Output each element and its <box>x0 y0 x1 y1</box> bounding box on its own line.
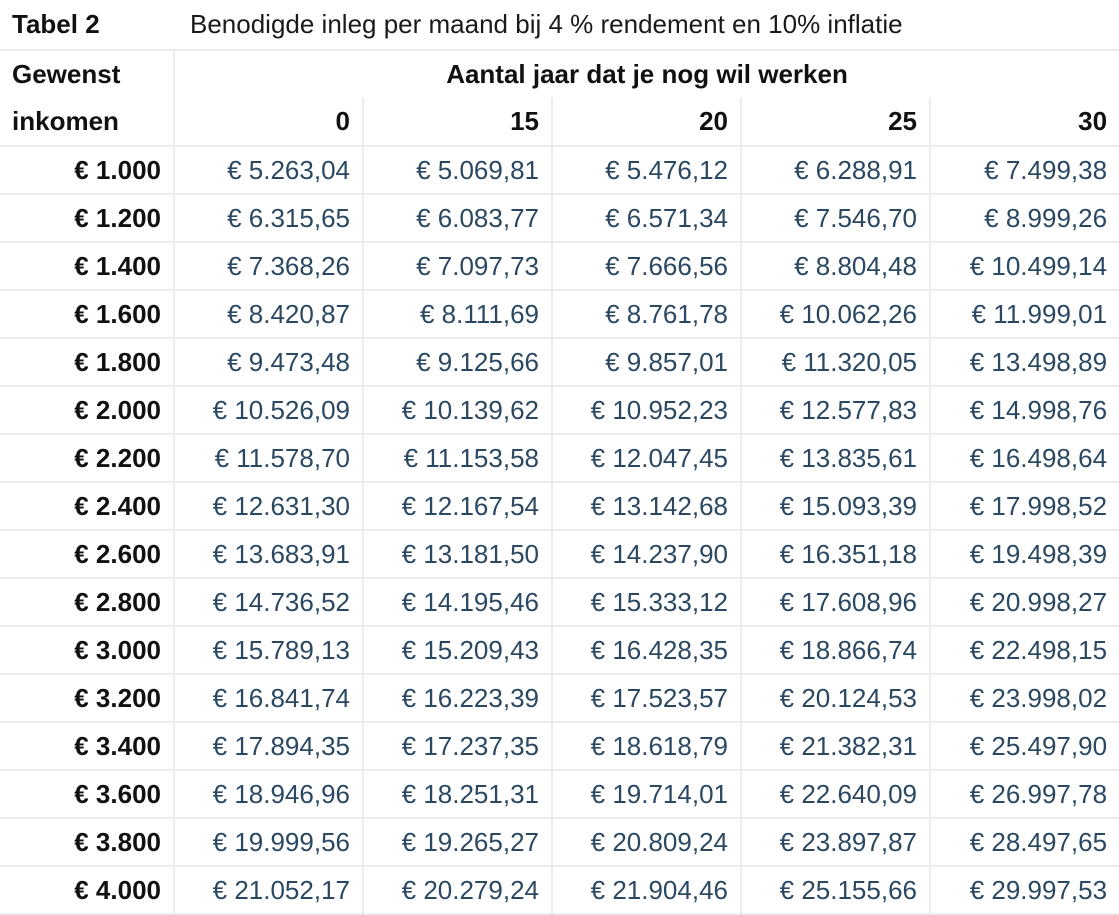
desired-income-cell: € 3.200 <box>0 674 174 722</box>
table-row <box>0 242 1119 290</box>
monthly-deposit-cell: € 13.683,91 <box>174 530 363 578</box>
monthly-deposit-cell: € 11.320,05 <box>741 338 930 386</box>
monthly-deposit-cell: € 5.476,12 <box>552 146 741 194</box>
monthly-deposit-cell: € 15.789,13 <box>174 626 363 674</box>
monthly-deposit-cell: € 6.315,65 <box>174 194 363 242</box>
row-header-label-line1: Gewenst <box>0 50 174 98</box>
monthly-deposit-cell: € 16.841,74 <box>174 674 363 722</box>
monthly-deposit-cell: € 18.946,96 <box>174 770 363 818</box>
monthly-deposit-cell: € 22.498,15 <box>930 626 1119 674</box>
monthly-deposit-cell: € 12.167,54 <box>363 482 552 530</box>
table-number-label: Tabel 2 <box>0 0 174 50</box>
monthly-deposit-cell: € 5.263,04 <box>174 146 363 194</box>
monthly-deposit-cell: € 14.998,76 <box>930 386 1119 434</box>
monthly-deposit-cell: € 10.952,23 <box>552 386 741 434</box>
year-header-15: 15 <box>363 98 552 146</box>
table-row <box>0 386 1119 434</box>
year-header-25: 25 <box>741 98 930 146</box>
monthly-deposit-cell: € 8.999,26 <box>930 194 1119 242</box>
monthly-deposit-cell: € 20.809,24 <box>552 818 741 866</box>
table-row <box>0 626 1119 674</box>
monthly-deposit-cell: € 7.666,56 <box>552 242 741 290</box>
monthly-deposit-cell: € 20.998,27 <box>930 578 1119 626</box>
monthly-deposit-cell: € 17.237,35 <box>363 722 552 770</box>
desired-income-cell: € 2.000 <box>0 386 174 434</box>
desired-income-cell: € 2.200 <box>0 434 174 482</box>
monthly-deposit-cell: € 18.251,31 <box>363 770 552 818</box>
monthly-deposit-cell: € 12.631,30 <box>174 482 363 530</box>
monthly-deposit-cell: € 13.181,50 <box>363 530 552 578</box>
desired-income-cell: € 2.600 <box>0 530 174 578</box>
monthly-deposit-cell: € 12.577,83 <box>741 386 930 434</box>
monthly-deposit-cell: € 20.124,53 <box>741 674 930 722</box>
monthly-deposit-cell: € 7.368,26 <box>174 242 363 290</box>
table-row <box>0 338 1119 386</box>
monthly-deposit-cell: € 14.195,46 <box>363 578 552 626</box>
header-row-2 <box>0 98 1119 146</box>
monthly-deposit-cell: € 19.999,56 <box>174 818 363 866</box>
table-row <box>0 722 1119 770</box>
monthly-deposit-cell: € 25.497,90 <box>930 722 1119 770</box>
monthly-deposit-cell: € 29.997,53 <box>930 866 1119 914</box>
monthly-deposit-cell: € 16.428,35 <box>552 626 741 674</box>
monthly-deposit-cell: € 11.578,70 <box>174 434 363 482</box>
column-group-header: Aantal jaar dat je nog wil werken <box>446 59 848 89</box>
monthly-deposit-cell: € 21.382,31 <box>741 722 930 770</box>
monthly-deposit-cell: € 14.736,52 <box>174 578 363 626</box>
monthly-deposit-cell: € 13.142,68 <box>552 482 741 530</box>
monthly-deposit-cell: € 6.288,91 <box>741 146 930 194</box>
monthly-deposit-cell: € 15.209,43 <box>363 626 552 674</box>
desired-income-cell: € 2.800 <box>0 578 174 626</box>
monthly-deposit-cell: € 23.897,87 <box>741 818 930 866</box>
desired-income-cell: € 4.000 <box>0 866 174 914</box>
monthly-deposit-cell: € 8.111,69 <box>363 290 552 338</box>
monthly-deposit-cell: € 14.237,90 <box>552 530 741 578</box>
table-title-row <box>0 0 1119 50</box>
desired-income-cell: € 1.400 <box>0 242 174 290</box>
monthly-deposit-cell: € 23.998,02 <box>930 674 1119 722</box>
monthly-deposit-cell: € 19.265,27 <box>363 818 552 866</box>
monthly-deposit-cell: € 18.618,79 <box>552 722 741 770</box>
monthly-deposit-cell: € 26.997,78 <box>930 770 1119 818</box>
desired-income-cell: € 1.000 <box>0 146 174 194</box>
table-body <box>0 146 1119 914</box>
monthly-deposit-cell: € 15.333,12 <box>552 578 741 626</box>
monthly-deposit-cell: € 10.526,09 <box>174 386 363 434</box>
table-row <box>0 674 1119 722</box>
monthly-deposit-cell: € 7.097,73 <box>363 242 552 290</box>
table-row <box>0 866 1119 914</box>
monthly-deposit-cell: € 17.894,35 <box>174 722 363 770</box>
desired-income-cell: € 3.600 <box>0 770 174 818</box>
monthly-deposit-cell: € 7.546,70 <box>741 194 930 242</box>
desired-income-cell: € 1.800 <box>0 338 174 386</box>
monthly-deposit-cell: € 8.804,48 <box>741 242 930 290</box>
year-header-30: 30 <box>930 98 1119 146</box>
monthly-deposit-cell: € 21.052,17 <box>174 866 363 914</box>
monthly-deposit-cell: € 28.497,65 <box>930 818 1119 866</box>
monthly-deposit-cell: € 8.761,78 <box>552 290 741 338</box>
monthly-deposit-cell: € 13.835,61 <box>741 434 930 482</box>
table-row <box>0 290 1119 338</box>
desired-income-cell: € 1.200 <box>0 194 174 242</box>
year-header-20: 20 <box>552 98 741 146</box>
row-header-label-line2: inkomen <box>0 98 174 146</box>
monthly-deposit-cell: € 6.083,77 <box>363 194 552 242</box>
table-row <box>0 818 1119 866</box>
monthly-deposit-cell: € 18.866,74 <box>741 626 930 674</box>
table-caption: Benodigde inleg per maand bij 4 % rendement en 10% inflatie <box>174 0 1119 50</box>
desired-income-cell: € 3.800 <box>0 818 174 866</box>
table-row <box>0 194 1119 242</box>
monthly-deposit-cell: € 16.223,39 <box>363 674 552 722</box>
table-row <box>0 482 1119 530</box>
monthly-deposit-cell: € 17.523,57 <box>552 674 741 722</box>
monthly-deposit-cell: € 10.062,26 <box>741 290 930 338</box>
desired-income-cell: € 3.400 <box>0 722 174 770</box>
monthly-deposit-cell: € 17.608,96 <box>741 578 930 626</box>
table-row <box>0 578 1119 626</box>
monthly-deposit-cell: € 16.498,64 <box>930 434 1119 482</box>
monthly-deposit-cell: € 15.093,39 <box>741 482 930 530</box>
monthly-deposit-cell: € 9.857,01 <box>552 338 741 386</box>
monthly-deposit-cell: € 17.998,52 <box>930 482 1119 530</box>
monthly-deposit-cell: € 5.069,81 <box>363 146 552 194</box>
monthly-deposit-cell: € 8.420,87 <box>174 290 363 338</box>
monthly-deposit-cell: € 19.498,39 <box>930 530 1119 578</box>
monthly-deposit-cell: € 16.351,18 <box>741 530 930 578</box>
monthly-deposit-cell: € 13.498,89 <box>930 338 1119 386</box>
table-row <box>0 770 1119 818</box>
monthly-deposit-cell: € 9.473,48 <box>174 338 363 386</box>
monthly-deposit-cell: € 11.999,01 <box>930 290 1119 338</box>
monthly-deposit-cell: € 9.125,66 <box>363 338 552 386</box>
desired-income-cell: € 2.400 <box>0 482 174 530</box>
monthly-deposit-cell: € 7.499,38 <box>930 146 1119 194</box>
monthly-deposit-cell: € 22.640,09 <box>741 770 930 818</box>
table-row <box>0 434 1119 482</box>
desired-income-cell: € 1.600 <box>0 290 174 338</box>
monthly-deposit-cell: € 20.279,24 <box>363 866 552 914</box>
header-row-1 <box>0 50 1119 98</box>
monthly-deposit-cell: € 10.499,14 <box>930 242 1119 290</box>
monthly-deposit-cell: € 21.904,46 <box>552 866 741 914</box>
monthly-deposit-cell: € 6.571,34 <box>552 194 741 242</box>
monthly-deposit-cell: € 10.139,62 <box>363 386 552 434</box>
table-row <box>0 146 1119 194</box>
year-header-0: 0 <box>174 98 363 146</box>
desired-income-cell: € 3.000 <box>0 626 174 674</box>
monthly-deposit-cell: € 12.047,45 <box>552 434 741 482</box>
table-row <box>0 530 1119 578</box>
monthly-deposit-cell: € 19.714,01 <box>552 770 741 818</box>
monthly-deposit-cell: € 25.155,66 <box>741 866 930 914</box>
monthly-deposit-cell: € 11.153,58 <box>363 434 552 482</box>
